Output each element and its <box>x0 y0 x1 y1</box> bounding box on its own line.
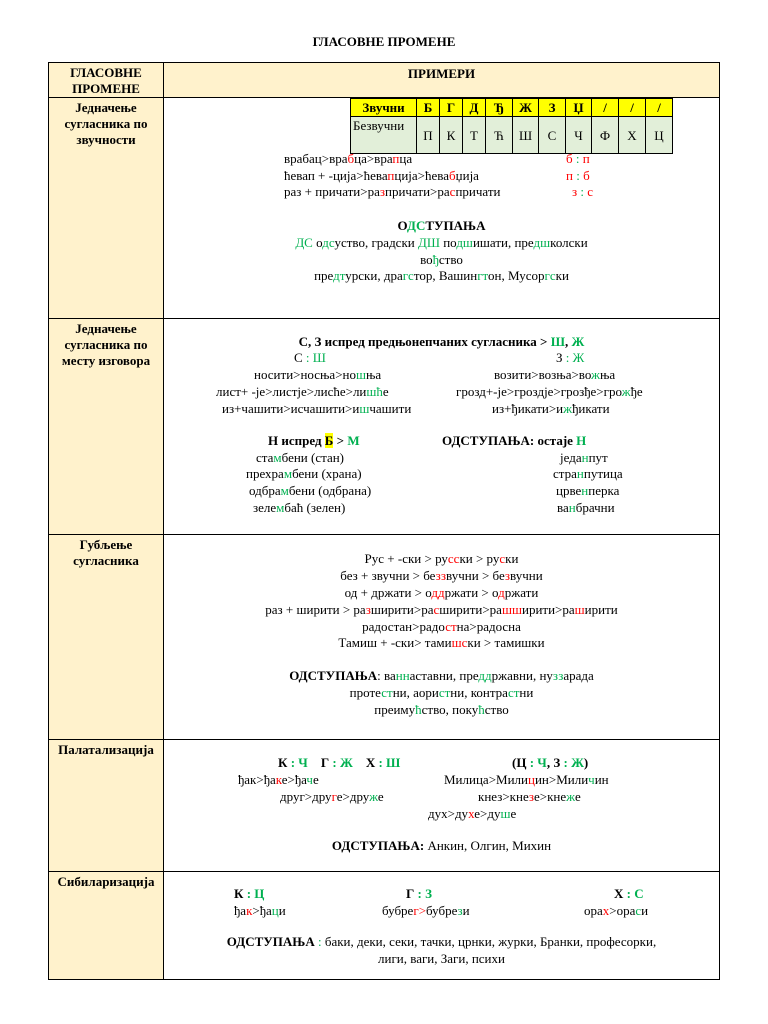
row-examples-sibilarization <box>164 872 720 980</box>
example-line: ђак>ђаци <box>234 903 286 918</box>
example-line: прехрамбени (храна) <box>246 466 362 481</box>
voiced-cell: Звучни <box>351 99 417 117</box>
sibil-head: Х : С <box>614 886 644 901</box>
palatal-heads: К : Ч Г : Ж Х : Ш <box>278 755 401 770</box>
row-voicing <box>49 98 720 319</box>
palatal-heads-c: (Ц : Ч, З : Ж) <box>512 755 589 770</box>
voiceless-cell: К <box>440 117 463 154</box>
voiceless-cell: Безвучни <box>351 117 417 154</box>
voiced-cell: / <box>592 99 619 117</box>
example-line: грозд+-је>гроздје>грозђе>грожђе <box>456 384 643 399</box>
example-line: зелембаћ (зелен) <box>253 500 346 515</box>
voiced-cell: Ђ <box>486 99 513 117</box>
header-examples: ПРИМЕРИ <box>164 63 720 98</box>
example-line: из+ђикати>ижђикати <box>492 401 610 416</box>
example-line: стамбени (стан) <box>256 450 344 465</box>
example-line: Рус + -ски > русски > руски <box>364 551 519 566</box>
example-line: орах>ораси <box>584 903 649 918</box>
voiced-cell: Г <box>440 99 463 117</box>
sibil-head: Г : З <box>406 886 432 901</box>
example-line: раз + причати>разпричати>распричати <box>284 184 501 199</box>
page-title: ГЛАСОВНЕ ПРОМЕНЕ <box>312 34 456 49</box>
example-line: раз + ширити > разширити>расширити>рашширити>раширити <box>265 602 618 617</box>
pair-label: б : п <box>566 151 590 166</box>
row-place <box>49 319 720 535</box>
exceptions-line: ОДСТУПАЊА : баки, деки, секи, тачки, црнки, журки, Бранки, професорки, <box>226 934 657 949</box>
sibil-head: К : Ц <box>234 886 265 901</box>
row-examples-palatalization <box>164 740 720 872</box>
voiced-cell: / <box>619 99 646 117</box>
row-examples-place <box>164 319 720 535</box>
place-head-right: З : Ж <box>556 350 585 365</box>
row-loss <box>49 535 720 740</box>
voiced-cell: Џ <box>566 99 592 117</box>
example-line: ђак>ђаке>ђаче <box>238 772 319 787</box>
voiceless-cell: Ч <box>566 117 592 154</box>
exceptions-line: ОДСТУПАЊА: ваннаставни, преддржавни, нуззарада <box>289 668 594 683</box>
example-line: ћевап + -ција>ћевапција>ћевабџија <box>284 168 479 183</box>
voiced-cell: Д <box>463 99 486 117</box>
example-line: врабац>врабца>врапца <box>284 151 413 166</box>
voiced-row <box>351 99 673 117</box>
row-label-palatalization: Палатализација <box>49 740 164 872</box>
exceptions-line: ОДСТУПАЊА: Анкин, Олгин, Михин <box>331 838 552 853</box>
example-line: црвенперка <box>556 483 620 498</box>
voiceless-cell: Ц <box>646 117 673 154</box>
row-label-sibilarization: Сибиларизација <box>49 872 164 980</box>
example-line: друг>друге>друже <box>280 789 384 804</box>
exceptions-line: лиги, ваги, Заги, психи <box>378 951 505 966</box>
exceptions-line: преимућство, покућство <box>374 702 509 717</box>
sound-changes-table <box>48 62 720 980</box>
voiceless-row <box>351 117 673 154</box>
voiced-cell: Б <box>417 99 440 117</box>
example-line: дух>духе>душе <box>428 806 517 821</box>
n-exceptions: ОДСТУПАЊА: остаје Н <box>442 433 587 448</box>
example-line: лист+ -је>листје>лисће>лишће <box>216 384 389 399</box>
exceptions-line: вођство <box>420 252 463 267</box>
example-line: Тамиш + -ски> тамишски > тамишки <box>338 635 545 650</box>
example-line: носити>носња>ношња <box>254 367 382 382</box>
example-line: бубрег>бубрези <box>382 903 470 918</box>
voiceless-cell: Ш <box>513 117 539 154</box>
exceptions-line: ДС одсуство, градски ДШ подшишати, предшколски <box>295 235 588 250</box>
voiced-cell: Ж <box>513 99 539 117</box>
example-line: возити>возња>вожња <box>494 367 616 382</box>
example-line: од + држати > оддржати > одржати <box>344 585 539 600</box>
voiced-cell: / <box>646 99 673 117</box>
example-line: одбрамбени (одбрана) <box>249 483 372 498</box>
example-line: из+чашити>исчашити>ишчашити <box>222 401 412 416</box>
example-line: Милица>Милицин>Миличин <box>444 772 609 787</box>
pair-label: п : б <box>566 168 590 183</box>
example-line: кнез>кнезе>кнеже <box>478 789 581 804</box>
place-head-left: С : Ш <box>294 350 326 365</box>
example-line: радостан>радостна>радосна <box>362 619 521 634</box>
place-rule: С, З испред предњонепчаних сугласника > Ш, Ж <box>298 334 585 349</box>
example-line: једанпут <box>560 450 608 465</box>
pair-label: з : с <box>572 184 594 199</box>
row-label-loss: Губљење сугласника <box>49 535 164 740</box>
exceptions-line: предтурски, драгстор, Вашингтон, Мусоргски <box>314 268 569 283</box>
row-label-place: Једначење сугласника по месту изговора <box>49 319 164 535</box>
n-rule: Н испред Б > М <box>268 433 360 448</box>
voiceless-cell: П <box>417 117 440 154</box>
voiceless-cell: С <box>539 117 566 154</box>
voicing-table <box>350 98 673 154</box>
voiceless-cell: Ф <box>592 117 619 154</box>
row-examples-loss <box>164 535 720 740</box>
voiced-cell: З <box>539 99 566 117</box>
voiceless-cell: Х <box>619 117 646 154</box>
example-line: без + звучни > беззвучни > безвучни <box>340 568 543 583</box>
table-header-row <box>49 63 720 98</box>
row-sibilarization <box>49 872 720 980</box>
row-examples-voicing <box>164 98 720 319</box>
row-palatalization <box>49 740 720 872</box>
exceptions-line: протестни, аористни, контрастни <box>349 685 534 700</box>
header-sound-changes: ГЛАСОВНЕ ПРОМЕНЕ <box>49 63 164 98</box>
example-line: странпутица <box>553 466 623 481</box>
exceptions-title: ОДСТУПАЊА <box>397 218 486 233</box>
row-label-voicing: Једначење сугласника по звучности <box>49 98 164 319</box>
voiceless-cell: Ћ <box>486 117 513 154</box>
voiceless-cell: Т <box>463 117 486 154</box>
example-line: ванбрачни <box>557 500 615 515</box>
